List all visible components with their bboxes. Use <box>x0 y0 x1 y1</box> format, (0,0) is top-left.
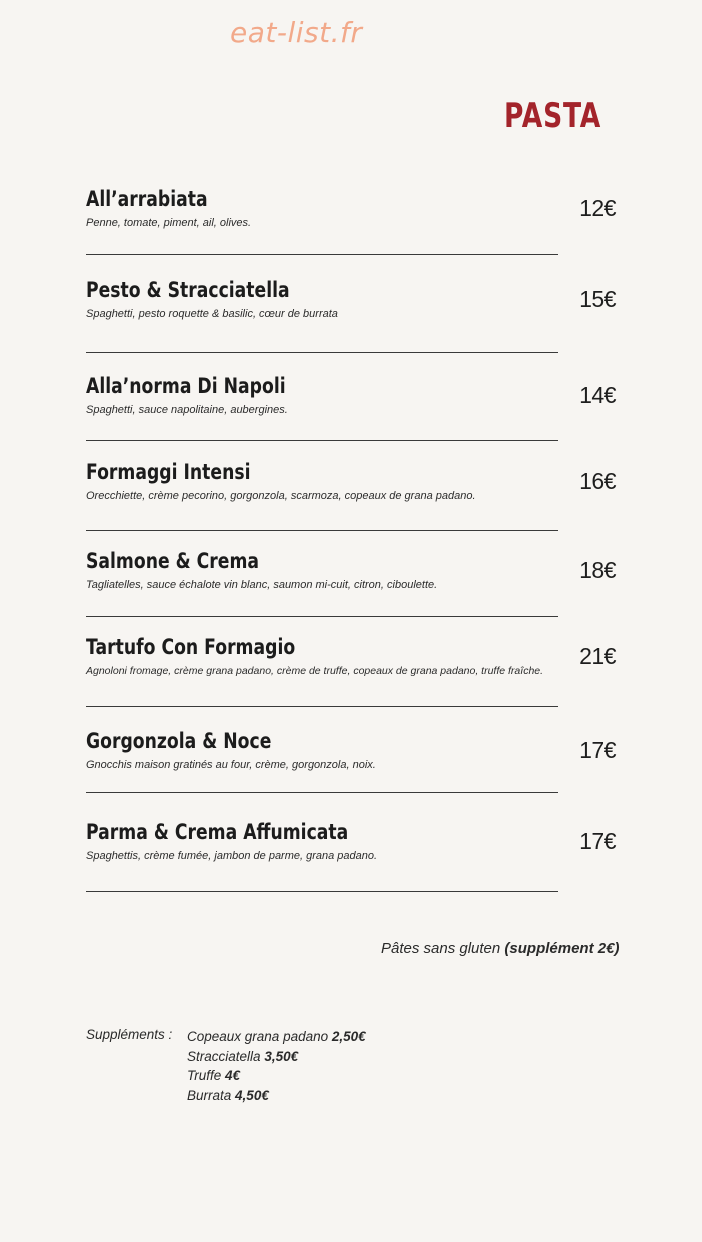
item-price: 14€ <box>579 382 616 408</box>
item-name: Tartufo Con Formagio <box>86 635 296 659</box>
menu-item <box>86 187 616 267</box>
item-name: Alla’norma Di Napoli <box>86 374 286 398</box>
supplement-item <box>187 1027 366 1047</box>
item-description: Spaghettis, crème fumée, jambon de parme, grana padano. <box>86 850 378 862</box>
item-description: Spaghetti, pesto roquette & basilic, cœur de burrata <box>86 308 338 320</box>
supplement-price: 2,50€ <box>331 1029 366 1044</box>
item-name: All’arrabiata <box>86 187 208 211</box>
item-price: 17€ <box>579 828 616 854</box>
item-description: Tagliatelles, sauce échalote vin blanc, saumon mi-cuit, citron, ciboulette. <box>86 579 438 591</box>
item-name: Formaggi Intensi <box>86 460 251 484</box>
watermark: eat-list.fr <box>230 16 363 49</box>
item-price: 17€ <box>579 737 616 763</box>
section-title: PASTA <box>504 96 602 136</box>
item-name: Salmone & Crema <box>86 549 260 573</box>
item-price: 21€ <box>579 643 616 669</box>
menu-item <box>86 635 616 715</box>
item-price: 12€ <box>579 195 616 221</box>
supplement-name: Copeaux grana padano <box>187 1029 329 1044</box>
gluten-free-text: Pâtes sans gluten <box>381 940 501 957</box>
supplement-name: Truffe <box>187 1068 222 1083</box>
item-name: Parma & Crema Affumicata <box>86 820 349 844</box>
item-divider <box>86 254 558 255</box>
item-divider <box>86 792 558 793</box>
supplement-item <box>187 1066 366 1086</box>
supplement-price: 4,50€ <box>235 1087 269 1103</box>
item-price: 16€ <box>579 468 616 494</box>
supplement-name: Stracciatella <box>187 1048 261 1064</box>
item-divider <box>86 440 558 441</box>
supplement-name: Burrata <box>187 1087 232 1103</box>
menu-item <box>86 374 616 454</box>
item-price: 15€ <box>579 286 616 312</box>
supplement-item <box>187 1086 366 1106</box>
supplements-label: Suppléments : <box>86 1027 173 1042</box>
item-name: Gorgonzola & Noce <box>86 729 272 753</box>
item-description: Spaghetti, sauce napolitaine, aubergines. <box>86 404 288 416</box>
supplement-price: 4€ <box>225 1068 241 1083</box>
item-name: Pesto & Stracciatella <box>86 278 290 302</box>
gluten-free-note <box>381 940 619 957</box>
item-description: Penne, tomate, piment, ail, olives. <box>86 217 252 229</box>
item-divider <box>86 891 558 892</box>
menu-item <box>86 729 616 809</box>
item-divider <box>86 352 558 353</box>
gluten-free-supplement: (supplément 2€) <box>504 940 620 957</box>
menu-item <box>86 549 616 629</box>
menu-item <box>86 278 616 358</box>
item-price: 18€ <box>579 557 616 583</box>
item-divider <box>86 530 558 531</box>
item-divider <box>86 616 558 617</box>
supplement-price: 3,50€ <box>264 1048 299 1064</box>
item-description: Orecchiette, crème pecorino, gorgonzola, scarmoza, copeaux de grana padano. <box>86 490 476 502</box>
menu-item <box>86 820 616 900</box>
item-divider <box>86 706 558 707</box>
supplement-item <box>187 1047 366 1067</box>
supplements-list <box>187 1027 366 1105</box>
menu-item <box>86 460 616 540</box>
item-description: Agnoloni fromage, crème grana padano, crème de truffe, copeaux de grana padano, truffe fraîche. <box>86 665 544 677</box>
item-description: Gnocchis maison gratinés au four, crème, gorgonzola, noix. <box>86 759 376 771</box>
